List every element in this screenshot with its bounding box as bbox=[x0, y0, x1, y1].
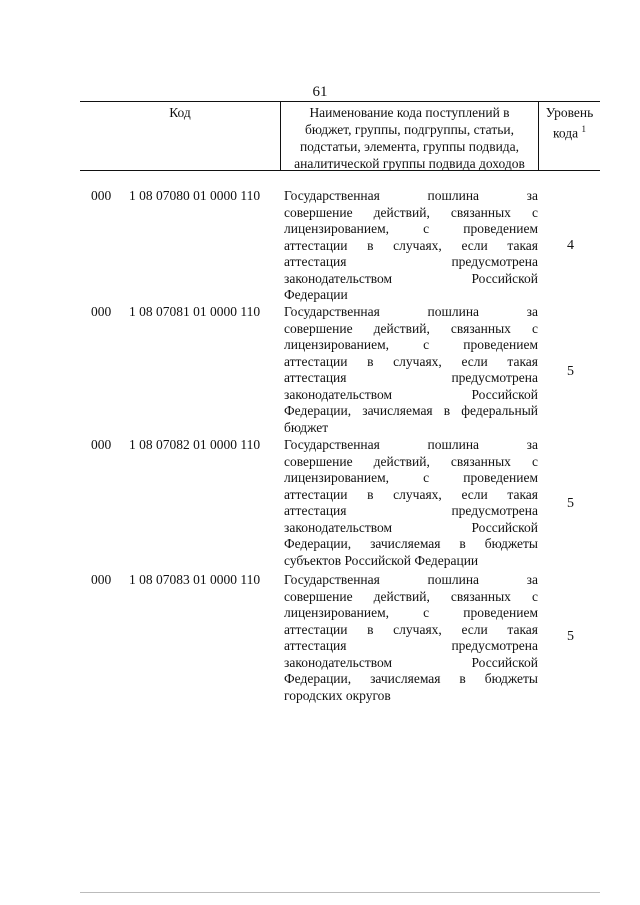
row-name-line: Федерации, зачисляемая в бюджеты bbox=[284, 536, 538, 551]
row-level: 5 bbox=[567, 629, 574, 644]
row-name-line: бюджет bbox=[284, 419, 329, 435]
row-level: 5 bbox=[567, 364, 574, 379]
row-code: 1 08 07080 01 0000 110 bbox=[129, 188, 261, 203]
row-name-line: лицензированием, с проведением bbox=[284, 605, 538, 620]
header-name-line: бюджет, группы, подгруппы, статьи, bbox=[305, 122, 514, 137]
row-name-line: совершение действий, связанных с bbox=[284, 320, 538, 336]
row-name-line: законодательством Российской bbox=[284, 519, 538, 535]
row-name-line: Государственная пошлина за bbox=[284, 304, 538, 319]
row-prefix: 000 bbox=[91, 572, 112, 587]
row-name-line: аттестация предусмотрена bbox=[284, 638, 538, 653]
row-name-line: законодательством Российской bbox=[284, 270, 538, 286]
row-name-line: законодательством Российской bbox=[284, 386, 538, 402]
row-name-line: лицензированием, с проведением bbox=[284, 337, 538, 352]
row-name-line: аттестация предусмотрена bbox=[284, 503, 538, 518]
row-name-line: городских округов bbox=[284, 687, 391, 703]
row-name-line: Государственная пошлина за bbox=[284, 572, 538, 587]
footnote-marker: 1 bbox=[581, 124, 586, 134]
row-prefix: 000 bbox=[91, 437, 112, 452]
row-name-line: лицензированием, с проведением bbox=[284, 470, 538, 485]
row-level: 4 bbox=[567, 238, 574, 253]
row-name-line: субъектов Российской Федерации bbox=[284, 552, 479, 568]
header-level-line: Уровень bbox=[545, 105, 594, 120]
header-name bbox=[280, 102, 539, 170]
row-name-line: аттестация предусмотрена bbox=[284, 370, 538, 385]
row-level: 5 bbox=[567, 496, 574, 511]
table-header bbox=[80, 101, 600, 171]
row-name-line: аттестации в случаях, если такая bbox=[284, 486, 538, 502]
row-name-line: аттестации в случаях, если такая bbox=[284, 353, 538, 369]
row-name-line: законодательством Российской bbox=[284, 654, 538, 670]
row-name-line: Федерации, зачисляемая в бюджеты bbox=[284, 671, 538, 686]
row-name-line: Государственная пошлина за bbox=[284, 437, 538, 452]
row-name-line: совершение действий, связанных с bbox=[284, 453, 538, 469]
row-prefix: 000 bbox=[91, 304, 112, 319]
row-name-line: лицензированием, с проведением bbox=[284, 221, 538, 236]
row-name bbox=[284, 304, 538, 436]
row-name-line: аттестации в случаях, если такая bbox=[284, 621, 538, 637]
header-name-line: аналитической группы подвида доходов bbox=[294, 156, 525, 171]
page-number: 61 bbox=[312, 84, 328, 100]
header-name-line: подстатьи, элемента, группы подвида, bbox=[299, 139, 520, 154]
row-name bbox=[284, 572, 538, 704]
row-name-line: Государственная пошлина за bbox=[284, 188, 538, 203]
row-name bbox=[284, 188, 538, 304]
header-level bbox=[539, 102, 600, 170]
row-name-line: совершение действий, связанных с bbox=[284, 204, 538, 220]
row-name-line: Федерации, зачисляемая в федеральный bbox=[284, 403, 538, 418]
row-name-line: Федерации bbox=[284, 287, 348, 302]
page-edge-divider bbox=[80, 892, 600, 893]
row-name bbox=[284, 437, 538, 569]
row-prefix: 000 bbox=[91, 188, 112, 203]
row-code: 1 08 07083 01 0000 110 bbox=[129, 572, 261, 587]
header-level-line bbox=[539, 121, 600, 142]
row-name-line: аттестации в случаях, если такая bbox=[284, 237, 538, 253]
header-level-word: кода bbox=[553, 125, 579, 141]
row-name-line: аттестация предусмотрена bbox=[284, 254, 538, 269]
row-name-line: совершение действий, связанных с bbox=[284, 588, 538, 604]
header-name-line: Наименование кода поступлений в bbox=[309, 105, 510, 120]
row-code: 1 08 07082 01 0000 110 bbox=[129, 437, 261, 452]
header-code: Код bbox=[169, 105, 191, 120]
row-code: 1 08 07081 01 0000 110 bbox=[129, 304, 261, 319]
